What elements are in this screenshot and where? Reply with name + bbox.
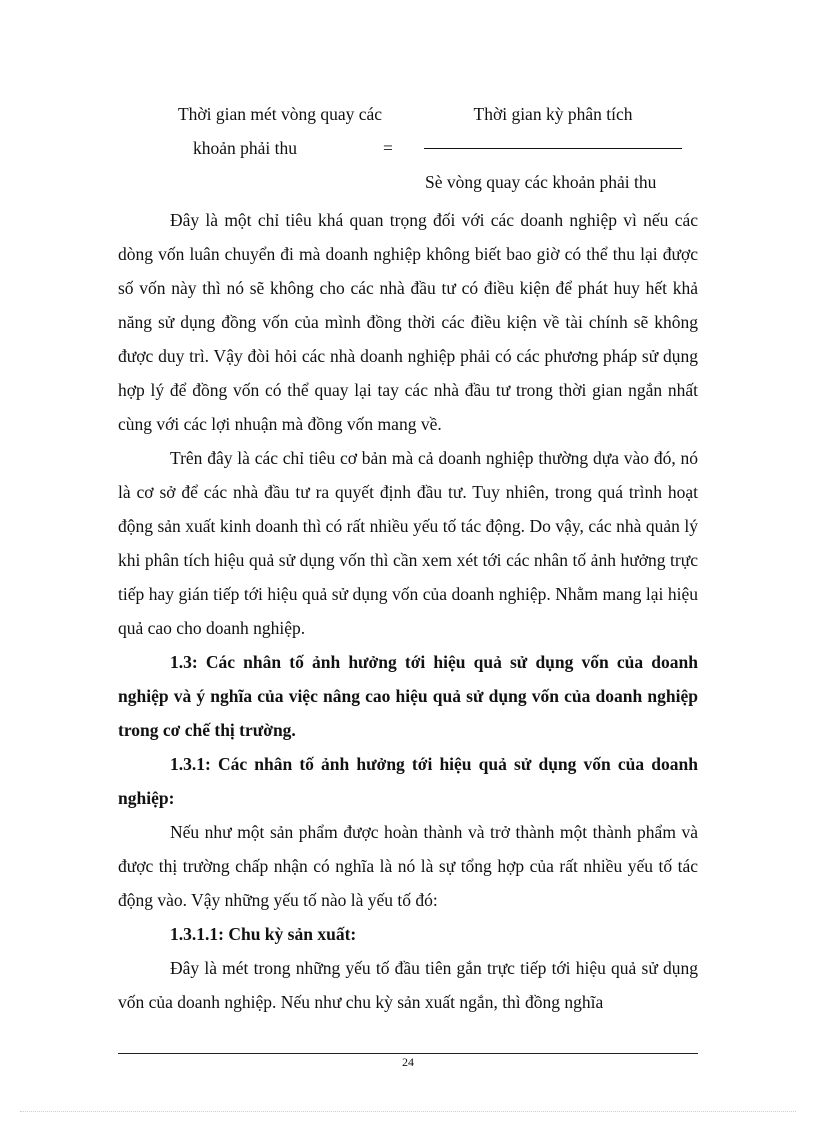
section-heading: 1.3.1: Các nhân tố ảnh hưởng tới hiệu quả sử dụng vốn của doanh nghiệp: [118, 754, 698, 808]
body-paragraph: Đây là mét trong những yếu tố đầu tiên gắn trực tiếp tới hiệu quả sử dụng vốn của doanh nghiệp. Nếu như chu kỳ sản xuất ngắn, thì đồng nghĩa [118, 958, 698, 1012]
page-number: 24 [402, 1055, 414, 1069]
body-paragraph: Trên đây là các chỉ tiêu cơ bản mà cả doanh nghiệp thường dựa vào đó, nó là cơ sở để các nhà đầu tư ra quyết định đầu tư. Tuy nhiên, trong quá trình hoạt động sản xuất kinh doanh thì có rất nhiều yếu tố tác động. Do vậy, các nhà quản lý khi phân tích hiệu quả sử dụng vốn thì cần xem xét tới các nhân tố ảnh hưởng trực tiếp hay gián tiếp tới hiệu quả sử dụng vốn của doanh nghiệp. Nhằm mang lại hiệu quả cao cho doanh nghiệp. [118, 448, 698, 638]
body-paragraph: Nếu như một sản phẩm được hoàn thành và trở thành một thành phẩm và được thị trường chấp nhận có nghĩa là nó là sự tổng hợp của rất nhiều yếu tố tác động vào. Vậy những yếu tố nào là yếu tố đó: [118, 822, 698, 910]
formula-left-line1: Thời gian mét vòng quay các [177, 104, 383, 124]
document-body [118, 203, 698, 1019]
section-heading: 1.3.1.1: Chu kỳ sản xuất: [170, 924, 357, 944]
formula-numerator: Thời gian kỳ phân tích [473, 104, 633, 124]
section-heading: 1.3: Các nhân tố ảnh hưởng tới hiệu quả sử dụng vốn của doanh nghiệp và ý nghĩa của việc nâng cao hiệu quả sử dụng vốn của doanh nghiệp trong cơ chế thị trường. [118, 652, 698, 740]
formula-equals-sign: = [383, 138, 393, 158]
formula-fraction-bar [424, 148, 682, 149]
formula-left-line2: khoản phải thu [192, 138, 297, 158]
formula-denominator: Sè vòng quay các khoản phải thu [425, 172, 657, 192]
body-paragraph: Đây là một chỉ tiêu khá quan trọng đối với các doanh nghiệp vì nếu các dòng vốn luân chuyển đi mà doanh nghiệp không biết bao giờ có thể thu lại được số vốn này thì nó sẽ không cho các nhà đầu tư có điều kiện để phát huy hết khả năng sử dụng đồng vốn của mình đồng thời các điều kiện về tài chính sẽ không được duy trì. Vậy đòi hỏi các nhà doanh nghiệp phải có các phương pháp sử dụng hợp lý để đồng vốn có thể quay lại tay các nhà đầu tư trong thời gian ngắn nhất cùng với các lợi nhuận mà đồng vốn mang về. [118, 210, 698, 434]
footer-divider [118, 1053, 698, 1054]
page-edge-divider [20, 1111, 796, 1112]
